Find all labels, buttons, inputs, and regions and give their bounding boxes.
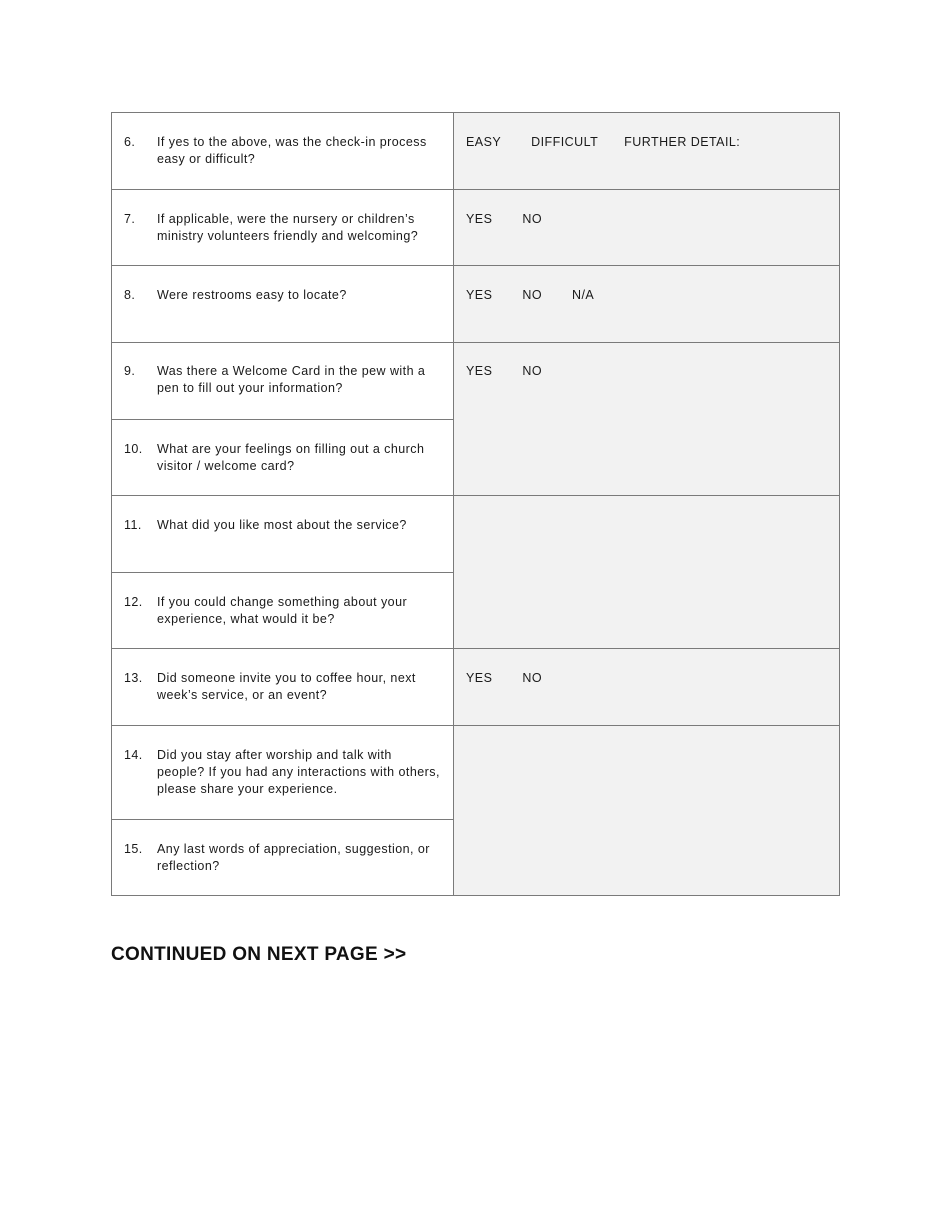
- question-number: 11.: [124, 518, 142, 532]
- question-number: 9.: [124, 364, 136, 378]
- question-number: 14.: [124, 748, 143, 762]
- answer-cell-welcome-card[interactable]: [454, 343, 840, 496]
- table-row: [112, 649, 840, 726]
- answer-cell-restrooms[interactable]: [454, 266, 840, 343]
- option-na[interactable]: N/A: [572, 288, 595, 302]
- option-no[interactable]: NO: [522, 671, 543, 685]
- answer-area-service-feedback[interactable]: [454, 496, 840, 649]
- answer-cell-invite[interactable]: [454, 649, 840, 726]
- question-cell: [112, 573, 454, 649]
- continued-on-next-page: CONTINUED ON NEXT PAGE >>: [111, 944, 407, 965]
- question-text: If you could change something about your experience, what would it be?: [157, 595, 408, 626]
- table-row: [112, 266, 840, 343]
- answer-area-final-comments[interactable]: [454, 726, 840, 896]
- question-text: What are your feelings on filling out a church visitor / welcome card?: [157, 442, 425, 473]
- question-text: Any last words of appreciation, suggestion, or reflection?: [157, 842, 430, 873]
- question-cell: [112, 496, 454, 573]
- question-text: If yes to the above, was the check-in process easy or difficult?: [157, 135, 427, 166]
- question-cell: [112, 190, 454, 266]
- table-row: [112, 726, 840, 820]
- question-cell: [112, 420, 454, 496]
- question-cell: [112, 113, 454, 190]
- question-cell: [112, 820, 454, 896]
- answer-cell-checkin[interactable]: [454, 113, 840, 190]
- answer-cell-nursery[interactable]: [454, 190, 840, 266]
- table-row: [112, 113, 840, 190]
- question-text: Did someone invite you to coffee hour, next week’s service, or an event?: [157, 671, 416, 702]
- table-row: [112, 190, 840, 266]
- question-text: What did you like most about the service?: [157, 518, 407, 532]
- option-difficult[interactable]: DIFFICULT: [531, 135, 599, 149]
- question-cell: [112, 726, 454, 820]
- table-row: [112, 496, 840, 573]
- question-number: 13.: [124, 671, 143, 685]
- question-text: Was there a Welcome Card in the pew with a pen to fill out your information?: [157, 364, 426, 395]
- option-yes[interactable]: YES: [466, 288, 493, 302]
- question-number: 12.: [124, 595, 143, 609]
- option-yes[interactable]: YES: [466, 364, 493, 378]
- option-easy[interactable]: EASY: [466, 135, 502, 149]
- question-cell: [112, 266, 454, 343]
- question-number: 10.: [124, 442, 143, 456]
- question-cell: [112, 343, 454, 420]
- question-text: Did you stay after worship and talk with people? If you had any interactions with others, please share your experience.: [157, 748, 440, 796]
- question-text: If applicable, were the nursery or children’s ministry volunteers friendly and welcoming?: [157, 212, 419, 243]
- option-further-detail[interactable]: FURTHER DETAIL:: [624, 135, 741, 149]
- question-number: 7.: [124, 212, 136, 226]
- question-number: 8.: [124, 288, 136, 302]
- option-no[interactable]: NO: [522, 364, 543, 378]
- question-cell: [112, 649, 454, 726]
- question-number: 6.: [124, 135, 136, 149]
- option-yes[interactable]: YES: [466, 212, 493, 226]
- option-no[interactable]: NO: [522, 288, 543, 302]
- question-number: 15.: [124, 842, 143, 856]
- table-row: [112, 343, 840, 420]
- option-no[interactable]: NO: [522, 212, 543, 226]
- survey-table: [111, 112, 840, 896]
- option-yes[interactable]: YES: [466, 671, 493, 685]
- question-text: Were restrooms easy to locate?: [157, 288, 347, 302]
